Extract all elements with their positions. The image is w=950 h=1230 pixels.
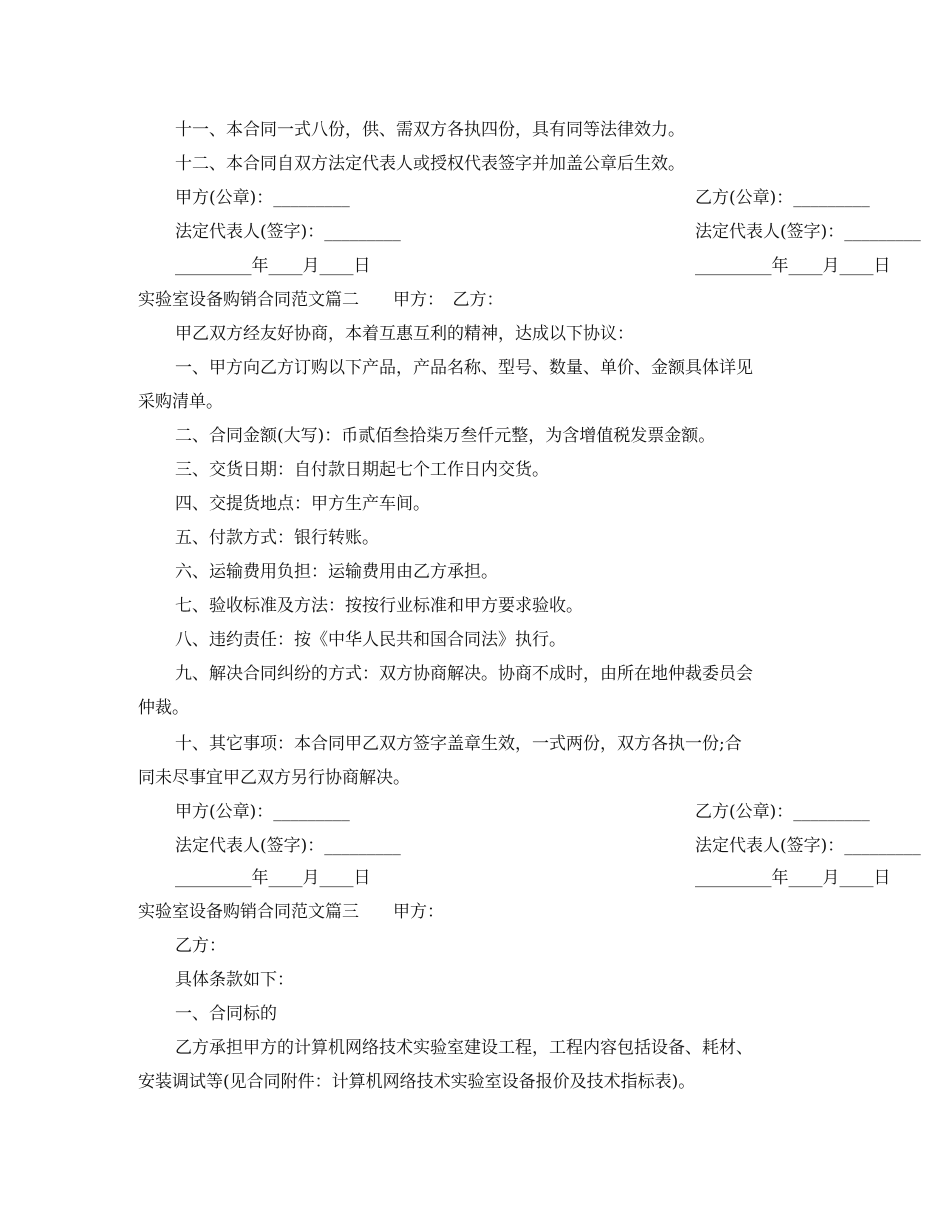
signature-row-seal [175, 181, 870, 215]
s2-clause-9: 九、解决合同纠纷的方式：双方协商解决。协商不成时，由所在地仲裁委员会 [175, 664, 753, 684]
party-a-rep: 法定代表人(签字)：_________ [175, 222, 401, 242]
s2-clause-9-cont: 仲裁。 [138, 698, 189, 718]
s2-clause-1: 一、甲方向乙方订购以下产品，产品名称、型号、数量、单价、金额具体详见 [175, 358, 753, 378]
party-a-date: _________年____月____日 [175, 868, 371, 888]
party-a-seal: 甲方(公章)：_________ [175, 802, 350, 822]
party-b-seal: 乙方(公章)：_________ [695, 188, 870, 208]
clause-11: 十一、本合同一式八份，供、需双方各执四份，具有同等法律效力。 [175, 120, 685, 140]
section-heading-2: 实验室设备购销合同范文篇二 甲方： 乙方： [138, 290, 504, 310]
party-b-date: _________年____月____日 [695, 868, 891, 888]
s2-clause-7: 七、验收标准及方法：按按行业标准和甲方要求验收。 [175, 596, 583, 616]
party-b-rep: 法定代表人(签字)：_________ [695, 222, 921, 242]
signature-row-rep [175, 215, 921, 249]
s2-signature-row-date [175, 861, 891, 895]
s2-signature-row-seal [175, 795, 870, 829]
s2-clause-10: 十、其它事项：本合同甲乙双方签字盖章生效，一式两份，双方各执一份;合 [175, 734, 742, 754]
party-a-seal: 甲方(公章)：_________ [175, 188, 350, 208]
section-heading-3: 实验室设备购销合同范文篇三 甲方： [138, 902, 444, 922]
s3-party-b: 乙方： [175, 936, 226, 956]
party-a-date: _________年____月____日 [175, 256, 371, 276]
party-b-date: _________年____月____日 [695, 256, 891, 276]
party-b-seal: 乙方(公章)：_________ [695, 802, 870, 822]
s2-clause-1-cont: 采购清单。 [138, 392, 223, 412]
s2-clause-3: 三、交货日期：自付款日期起七个工作日内交货。 [175, 460, 549, 480]
s3-clause-1-body: 乙方承担甲方的计算机网络技术实验室建设工程，工程内容包括设备、耗材、 [175, 1038, 753, 1058]
s3-terms-intro: 具体条款如下： [175, 970, 294, 990]
signature-row-date [175, 249, 891, 283]
s2-clause-6: 六、运输费用负担：运输费用由乙方承担。 [175, 562, 498, 582]
s2-clause-2: 二、合同金额(大写)：币贰佰叁拾柒万叁仟元整，为含增值税发票金额。 [175, 426, 716, 446]
s3-clause-1-title: 一、合同标的 [175, 1004, 277, 1024]
s2-signature-row-rep [175, 829, 921, 863]
s3-clause-1-body-cont: 安装调试等(见合同附件：计算机网络技术实验室设备报价及技术指标表)。 [138, 1072, 696, 1092]
s2-clause-10-cont: 同未尽事宜甲乙双方另行协商解决。 [138, 768, 410, 788]
party-a-rep: 法定代表人(签字)：_________ [175, 836, 401, 856]
s2-intro: 甲乙双方经友好协商，本着互惠互利的精神，达成以下协议： [175, 324, 634, 344]
s2-clause-8: 八、违约责任：按《中华人民共和国合同法》执行。 [175, 630, 566, 650]
s2-clause-5: 五、付款方式：银行转账。 [175, 528, 379, 548]
s2-clause-4: 四、交提货地点：甲方生产车间。 [175, 494, 430, 514]
party-b-rep: 法定代表人(签字)：_________ [695, 836, 921, 856]
clause-12: 十二、本合同自双方法定代表人或授权代表签字并加盖公章后生效。 [175, 154, 685, 174]
